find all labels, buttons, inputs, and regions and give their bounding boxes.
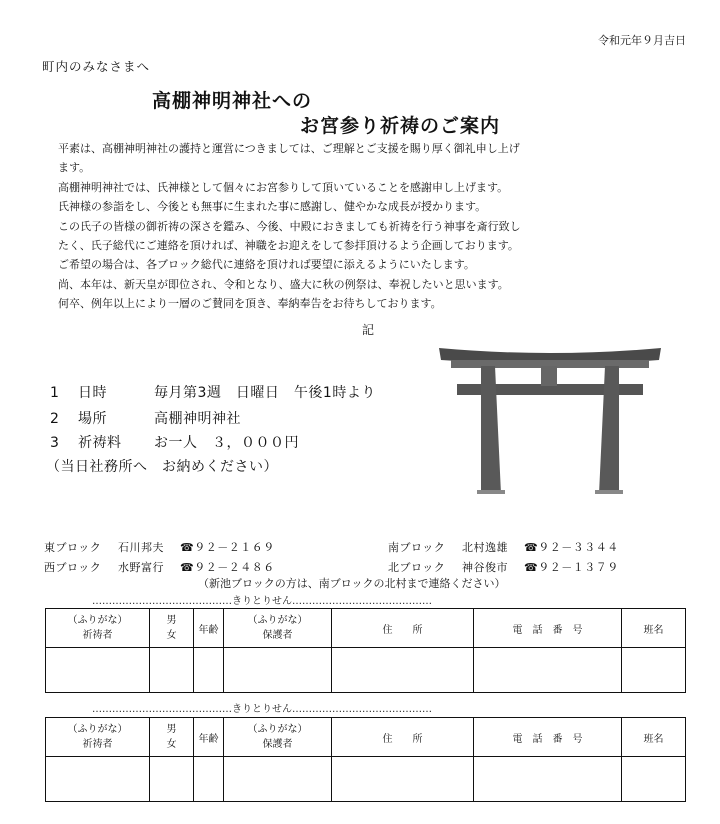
- body-line: 氏神様の参詣をし、今後とも無事に生まれた事に感謝し、健やかな成長が授かります。: [58, 200, 487, 214]
- title-line-1: 高棚神明神社への: [152, 90, 313, 112]
- age-header: 年齢: [194, 609, 224, 648]
- ki-heading: 記: [362, 323, 375, 337]
- group-entry[interactable]: [622, 757, 686, 802]
- item-number: 1: [50, 385, 60, 401]
- contact-phone: ☎９２－３３４４: [524, 541, 619, 554]
- furigana-label: （ふりがな）: [67, 724, 128, 735]
- item-label: 祈祷料: [78, 435, 122, 451]
- applicant-entry[interactable]: [46, 757, 150, 802]
- gender-entry[interactable]: [150, 648, 194, 693]
- contact-name: 北村逸雄: [462, 541, 508, 554]
- applicant-entry[interactable]: [46, 648, 150, 693]
- male-label: 男: [166, 724, 177, 735]
- age-entry[interactable]: [194, 648, 224, 693]
- phone-entry[interactable]: [474, 648, 622, 693]
- detail-item-fee: [50, 432, 299, 452]
- payment-note: （当日社務所へ お納めください）: [46, 459, 278, 475]
- age-entry[interactable]: [194, 757, 224, 802]
- furigana-label: （ふりがな）: [67, 615, 128, 626]
- address-entry[interactable]: [332, 757, 474, 802]
- body-line: ます。: [58, 161, 91, 175]
- address-header: 住 所: [332, 718, 474, 757]
- cut-line: ……………………………………きりとりせん……………………………………: [92, 704, 432, 715]
- contact-phone: ☎９２－１３７９: [524, 561, 619, 574]
- detail-item-place: [50, 408, 241, 428]
- guardian-header: [224, 609, 332, 648]
- address-entry[interactable]: [332, 648, 474, 693]
- item-value: 毎月第3週 日曜日 午後1時より: [154, 385, 376, 401]
- contact-note: （新池ブロックの方は、南ブロックの北村まで連絡ください）: [198, 577, 506, 590]
- title-line-2: お宮参り祈祷のご案内: [300, 115, 501, 137]
- cut-line: ……………………………………きりとりせん……………………………………: [92, 596, 432, 607]
- furigana-label: （ふりがな）: [247, 724, 308, 735]
- guardian-label: 保護者: [262, 739, 293, 750]
- group-header: 班名: [622, 718, 686, 757]
- contact-west: [44, 559, 275, 575]
- address-header: 住 所: [332, 609, 474, 648]
- body-line: 何卒、例年以上により一層のご賛同を頂き、奉納奉告をお待ちしております。: [58, 297, 442, 311]
- female-label: 女: [166, 630, 177, 641]
- contact-block: 南ブロック: [388, 541, 446, 554]
- greeting: 町内のみなさまへ: [42, 59, 151, 74]
- application-form: [45, 608, 686, 693]
- applicant-header: [46, 718, 150, 757]
- male-label: 男: [166, 615, 177, 626]
- contact-name: 石川邦夫: [118, 541, 164, 554]
- body-line: 尚、本年は、新天皇が即位され、令和となり、盛大に秋の例祭は、奉祝したいと思います。: [58, 277, 509, 291]
- applicant-header: [46, 609, 150, 648]
- contact-block: 西ブロック: [44, 561, 102, 574]
- contact-block: 東ブロック: [44, 541, 102, 554]
- group-header: 班名: [622, 609, 686, 648]
- body-line: たく、氏子総代にご連絡を頂ければ、神職をお迎えをして参拝頂けるよう企画しております。: [58, 239, 519, 253]
- body-line: ご希望の場合は、各ブロック総代に連絡を頂ければ要望に添えるようにいたします。: [58, 258, 475, 272]
- body-text: [58, 139, 673, 314]
- female-label: 女: [166, 739, 177, 750]
- detail-item-datetime: [50, 382, 376, 402]
- item-label: 場所: [78, 411, 107, 427]
- application-form: [45, 717, 686, 802]
- guardian-entry[interactable]: [224, 648, 332, 693]
- guardian-label: 保護者: [262, 630, 293, 641]
- contact-block: 北ブロック: [388, 561, 446, 574]
- item-number: 3: [50, 435, 60, 451]
- contact-phone: ☎９２－２４８６: [180, 561, 275, 574]
- contact-name: 神谷俊市: [462, 561, 508, 574]
- contact-north: [388, 559, 619, 575]
- contact-east: [44, 539, 275, 555]
- contact-phone: ☎９２－２１６９: [180, 541, 275, 554]
- contact-south: [388, 539, 619, 555]
- guardian-entry[interactable]: [224, 757, 332, 802]
- phone-header: 電 話 番 号: [474, 609, 622, 648]
- body-line: 高棚神明神社では、氏神様として個々にお宮参りして頂いていることを感謝申し上げます。: [58, 180, 509, 194]
- guardian-header: [224, 718, 332, 757]
- issue-date: 令和元年９月吉日: [598, 34, 686, 47]
- applicant-label: 祈祷者: [82, 739, 113, 750]
- item-label: 日時: [78, 385, 107, 401]
- torii-gate-icon: [437, 344, 663, 500]
- item-value: お一人 ３，０００円: [154, 435, 299, 451]
- applicant-label: 祈祷者: [82, 630, 113, 641]
- phone-entry[interactable]: [474, 757, 622, 802]
- contact-name: 水野富行: [118, 561, 164, 574]
- gender-entry[interactable]: [150, 757, 194, 802]
- body-line: 平素は、高棚神明神社の護持と運営につきましては、ご理解とご支援を賜り厚く御礼申し上げ: [58, 142, 520, 155]
- gender-header: [150, 609, 194, 648]
- phone-header: 電 話 番 号: [474, 718, 622, 757]
- item-number: 2: [50, 411, 60, 427]
- age-header: 年齢: [194, 718, 224, 757]
- gender-header: [150, 718, 194, 757]
- furigana-label: （ふりがな）: [247, 615, 308, 626]
- item-value: 高棚神明神社: [154, 411, 241, 427]
- group-entry[interactable]: [622, 648, 686, 693]
- body-line: この氏子の皆様の御祈祷の深さを鑑み、今後、中殿におきましても祈祷を行う神事を斎行致し: [58, 219, 521, 233]
